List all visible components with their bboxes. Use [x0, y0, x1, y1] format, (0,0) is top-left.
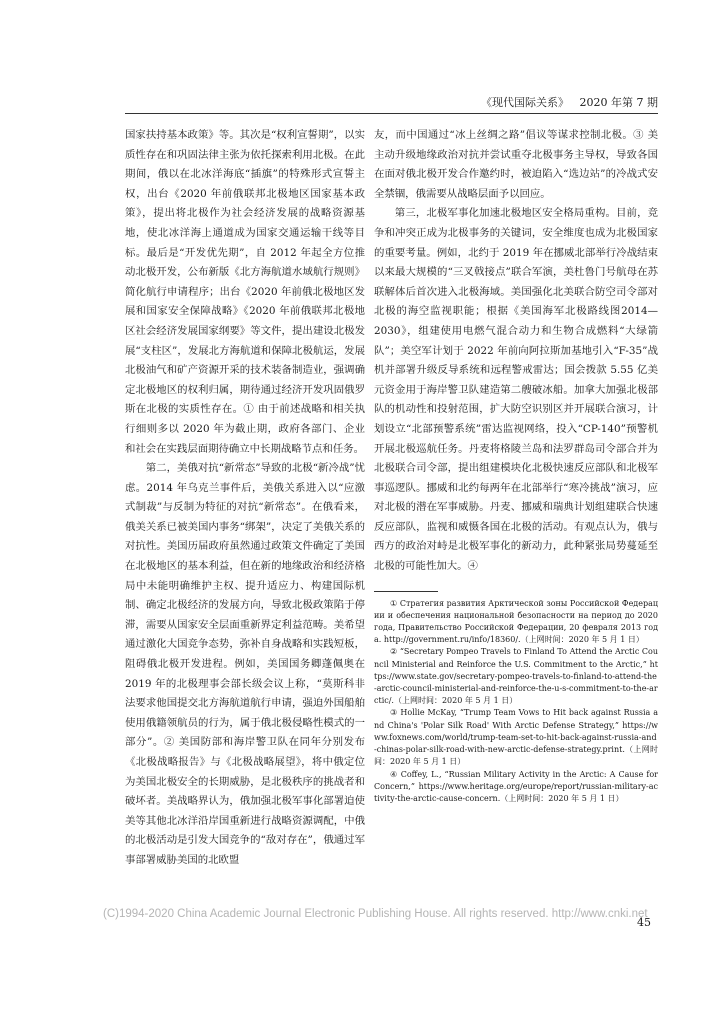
- footnote: ④ Coffey, L., “Russian Military Activity in the Arctic: A Cause for Concern,” https://www.heritage.org/europe/report/russian-military-activity-the-arctic-cause-concern.（上网时间：2020 年 5 月 1 日）: [374, 769, 658, 803]
- paragraph: 国家扶持基本政策》等。其次是“权利宣誓期”，以实质性存在和巩固法律主张为依托探索利用北极。在此期间，俄以在北冰洋海底“插旗”的特殊形式宣誓主权，出台《2020 年前俄联邦北极地区国家基本政策》，提出将北极作为社会经济发展的战略资源基地，使北冰洋海上通道成为国家交通运输干线等目标。最后是“开发优先期”，自 2012 年起全方位推动北极开发，公布新版《北方海航道水域航行规则》简化航行申请程序；出台《2020 年前俄北极地区发展和国家安全保障战略》《2020 年前俄联邦北极地区社会经济发展国家纲要》等文件，提出建设北极发展“支柱区”，发展北方海航道和保障北极航运，发展北极油气和矿产资源开采的技术装备制造业，强调确定北极地区的权利归属，期待通过经济开发巩固俄罗斯在北极的实质性存在。① 由于前述战略和相关执行细则多以 2020 年为截止期，政府各部门、企业和社会在实践层面期待确立中长期战略节点和任务。: [125, 129, 365, 455]
- journal-title: 《现代国际关系》: [481, 96, 570, 109]
- left-column: [125, 126, 365, 871]
- footnote: ① Стратегия развития Арктической зоны Российской Федерации и обеспечения национальной безопасности на период до 2020 года, Правительство Российской Федерации, 20 февраля 2013 года. http://government.ru/info/18360/.（上网时间：2020 年 5 月 1 日）: [374, 598, 658, 645]
- footnote-rule: [374, 591, 438, 592]
- paragraph: 友，而中国通过“冰上丝绸之路”倡议等谋求控制北极。③ 美主动升级地缘政治对抗并尝试重夺北极事务主导权，导致各国在面对俄北极开发合作邀约时，被迫陷入“选边站”的冷战式安全禁锢，俄需要从战略层面予以回应。: [374, 129, 658, 200]
- footnotes: [374, 598, 658, 805]
- paragraph: 第三，北极军事化加速北极地区安全格局重构。目前，竞争和冲突正成为北极事务的关键词，安全维度也成为北极国家的重要考量。例如，北约于 2019 年在挪威北部举行冷战结束以来最大规模的“三叉戟接点”联合军演，美杜鲁门号航母在苏联解体后首次进入北极海域。美国强化北美联合防空司令部对北极的海空监视职能；根据《美国海军北极路线图2014—2030》，组建使用电燃气混合动力和生物合成燃料“大绿箭队”；美空军计划于 2022 年前向阿拉斯加基地引入“F-35”战机并部署升级反导系统和远程警戒雷达；国会拨款 5.55 亿美元资金用于海岸警卫队建造第二艘破冰船。加拿大加强北极部队的机动性和投射范围，扩大防空识别区并开展联合演习，计划设立“北部预警系统”雷达监视网络，投入“CP-140”预警机开展北极巡航任务。丹麦将格陵兰岛和法罗群岛司令部合并为北极联合司令部，提出组建模块化北极快速反应部队和北极军事巡逻队。挪威和北约每两年在北部举行“寒冷挑战”演习，应对北极的潜在军事威胁。丹麦、挪威和瑞典计划组建联合快速反应部队，监视和威慑各国在北极的活动。有观点认为，俄与西方的政治对峙是北极军事化的新动力，此种紧张局势蔓延至北极的可能性加大。④: [374, 207, 658, 573]
- footnote: ② “Secretary Pompeo Travels to Finland To Attend the Arctic Council Ministerial and Reinforce the U.S. Commitment to the Arctic,” https://www.state.gov/secretary-pompeo-travels-to-finland-to-attend-the-arctic-council-ministerial-and-reinforce-the-u-s-commitment-to-the-arctic/.（上网时间：2020 年 5 月 1 日）: [374, 647, 658, 706]
- issue-label: 2020 年第 7 期: [579, 96, 658, 109]
- footnote: ③ Hollie McKay, “Trump Team Vows to Hit back against Russia and China's 'Polar Silk Road' With Arctic Defense Strategy,” https://www.foxnews.com/world/trump-team-set-to-hit-back-against-russia-and-chinas-polar-silk-road-with-new-arctic-defense-strategy.print.（上网时间：2020 年 5 月 1 日）: [374, 708, 658, 767]
- header-rule: [125, 113, 658, 114]
- paragraph: 第二，美俄对抗“新常态”导致的北极“新冷战”忧虑。2014 年乌克兰事件后，美俄关系进入以“应激式制裁”与反制为特征的对抗“新常态”。在俄看来，俄美关系已被美国内事务“绑架”，决定了美俄关系的对抗性。美国历届政府虽然通过政策文件确定了美国在北极地区的基本利益，但在新的地缘政治和经济格局中未能明确维护主权、提升适应力、构建国际机制、确定北极经济的发展方向，导致北极政策陷于停滞，需要从国家安全层面重新界定利益范畴。美希望通过激化大国竞争态势，弥补自身战略和实践短板，阻碍俄北极开发进程。例如，美国国务卿蓬佩奥在 2019 年的北极理事会部长级会议上称，“莫斯科非法要求他国提交北方海航道航行申请，强迫外国船舶使用俄籍领航员的行为，属于俄北极侵略性模式的一部分”。② 美国防部和海岸警卫队在同年分别发布《北极战略报告》与《北极战略展望》，将中俄定位为美国北极安全的长期威胁，是北极秩序的挑战者和破坏者。美战略界认为，俄加强北极军事化部署迫使美等其他北冰洋沿岸国重新进行战略资源调配，中俄的北极活动是引发大国竞争的“敌对存在”，俄通过军事部署威胁美国的北欧盟: [125, 462, 365, 866]
- right-column: [374, 126, 658, 805]
- copyright-watermark: (C)1994-2020 China Academic Journal Electronic Publishing House. All rights reserved. http://www.cnki.net: [103, 908, 648, 920]
- page-number: 45: [637, 916, 651, 929]
- running-header: [0, 94, 658, 110]
